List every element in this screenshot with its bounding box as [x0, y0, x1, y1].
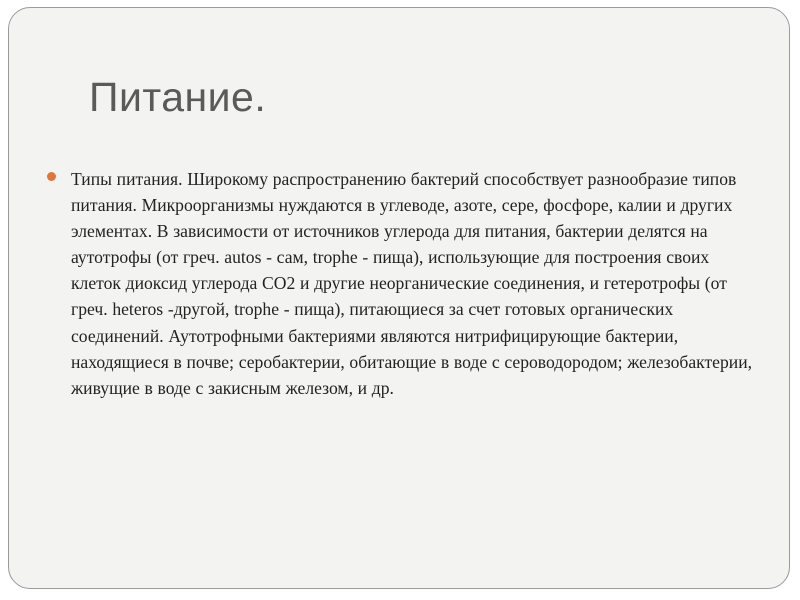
bullet-icon	[47, 172, 56, 181]
slide-title: Питание.	[89, 74, 267, 120]
bullet-item	[47, 166, 769, 401]
body-paragraph: Типы питания. Широкому распространению бактерий способствует разнообразие типов питания. Микроорганизмы нуждаются в углеводе, азоте, сере, фосфоре, калии и других элементах. В зависимости от источников углерода для питания, бактерии делятся на аутотрофы (от греч. autos - сам, trophe - пища), использующие для построения своих клеток диоксид углерода СО2 и другие неорганические соединения, и гетеротрофы (от греч. heteros -другой, trophe - пища), питающиеся за счет готовых органических соединений. Аутотрофными бактериями являются нитрифицирующие бактерии, находящиеся в почве; серобактерии, обитающие в воде с сероводородом; железобактерии, живущие в воде с закисным железом, и др.	[71, 169, 753, 398]
slide	[8, 7, 790, 589]
